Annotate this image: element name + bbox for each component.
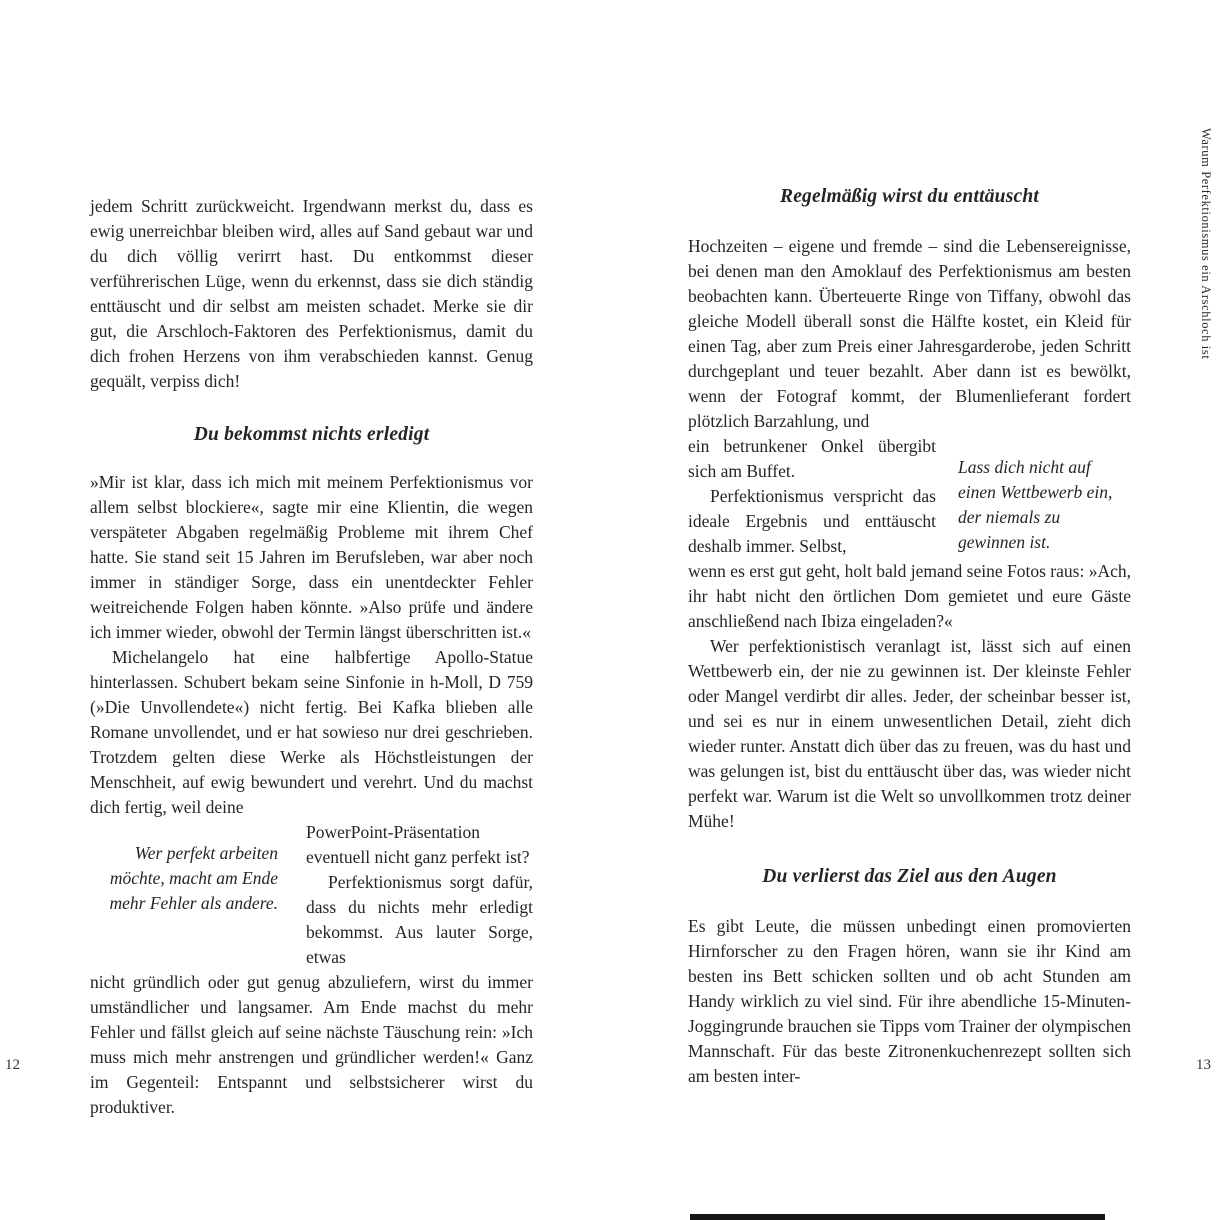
- page-number-right: 13: [1196, 1057, 1211, 1073]
- wrap-column: [688, 434, 936, 559]
- wrap-text-new-paragraph: Perfektionismus sorgt dafür, dass du nichts mehr erledigt bekommst. Aus lauter Sorge, etwas: [306, 872, 533, 967]
- paragraph-closing: nicht gründlich oder gut genug abzuliefern, wirst du immer umständlicher und langsamer. Am Ende machst du mehr Fehler und fällst gleich auf seine nächste Täuschung rein: »Ich muss mich mehr anstrengen und gründlicher werden!« Ganz im Gegenteil: Entspannt und selbstsicherer wirst du produktiver.: [90, 972, 533, 1117]
- paragraph-michelangelo: Michelangelo hat eine halbfertige Apollo-Statue hinterlassen. Schubert bekam seine Sinfonie in h-Moll, D 759 (»Die Unvollendete«) nicht fertig. Bei Kafka blieben alle Romane unvollendet, und er hat sowieso nur drei geschrieben. Trotzdem gelten diese Werke als Höchstleistungen der Menschheit, auf ewig bewundert und verehrt. Und du machst dich fertig, weil deine: [90, 647, 533, 817]
- section-heading-enttaeuscht: Regelmäßig wirst du enttäuscht: [780, 186, 1039, 207]
- paragraph-leute: Es gibt Leute, die müssen unbedingt einen promovierten Hirnforscher zu den Fragen hören, wann sie ihr Kind am besten ins Bett schicken sollten und ob acht Stunden am Handy wirklich zu viel sind. Für ihre abendliche 15-Minuten-Joggingrunde brauchen sie Tipps vom Trainer der olympischen Mannschaft. Für das beste Zitronenkuchenrezept sollten sich am besten inter-: [688, 916, 1131, 1086]
- wrap-text-continuation: ein betrunkener Onkel übergibt sich am Buffet.: [688, 436, 936, 481]
- pull-quote: Wer perfekt arbeiten möchte, macht am Ende mehr Fehler als andere.: [109, 843, 278, 913]
- pull-quote: Lass dich nicht auf einen Wettbewerb ein, der niemals zu gewinnen ist.: [958, 457, 1113, 552]
- section-heading-erledigt: Du bekommst nichts erledigt: [193, 424, 430, 445]
- wrap-text-new-paragraph: Perfektionismus verspricht das ideale Ergebnis und enttäuscht deshalb immer. Selbst,: [688, 486, 936, 556]
- pull-quote-row-right-page: [688, 434, 1131, 559]
- page-number-left: 12: [5, 1057, 20, 1073]
- page-left: [90, 194, 533, 1120]
- book-edge-shadow: [690, 1214, 1105, 1220]
- paragraph-continuation: jedem Schritt zurückweicht. Irgendwann merkst du, dass es ewig unerreichbar bleiben wird, alles auf Sand gebaut war und du dich völlig verirrt hast. Du entkommst dieser verführerischen Lüge, wenn du erkennst, dass sie dich ständig enttäuscht und dir selbst am meisten schadet. Merke sie dir gut, die Arschloch-Faktoren des Perfektionismus, damit du dich frohen Herzens von ihm verabschieden kannst. Genug gequält, verpiss dich!: [90, 196, 533, 391]
- page-right: [688, 186, 1131, 1089]
- paragraph-hochzeiten: Hochzeiten – eigene und fremde – sind die Lebensereignisse, bei denen man den Amoklauf des Perfektionismus am besten beobachten kann. Überteuerte Ringe von Tiffany, obwohl das gleiche Modell überall sonst die Hälfte kostet, ein Kleid für einen Tag, aber zum Preis einer Jahresgarderobe, jeden Schritt durchgeplant und teuer bezahlt. Aber dann ist es bewölkt, wenn der Fotograf kommt, der Blumenlieferant fordert plötzlich Barzahlung, und: [688, 236, 1131, 431]
- running-head: Warum Perfektionismus ein Arschloch ist: [1199, 128, 1213, 360]
- pull-quote-row-left-page: [90, 820, 533, 970]
- section-heading-ziel: Du verlierst das Ziel aus den Augen: [762, 866, 1057, 887]
- wrap-column: [306, 820, 533, 970]
- paragraph-klientin: »Mir ist klar, dass ich mich mit meinem Perfektionismus vor allem selbst blockiere«, sagte mir eine Klientin, die wegen verspäteter Abgaben regelmäßig Probleme mit ihrem Chef hatte. Sie stand seit 15 Jahren im Berufsleben, war aber noch immer in ständiger Sorge, dass ein unentdeckter Fehler weitreichende Folgen haben könnte. »Also prüfe und ändere ich immer wieder, obwohl der Termin längst überschritten ist.«: [90, 472, 533, 642]
- wrap-text-continuation: PowerPoint-Präsentation eventuell nicht ganz perfekt ist?: [306, 822, 530, 867]
- paragraph-fotos: wenn es erst gut geht, holt bald jemand seine Fotos raus: »Ach, ihr habt nicht den örtlichen Dom gemietet und eure Gäste anschließend nach Ibiza eingeladen?«: [688, 561, 1131, 631]
- paragraph-wettbewerb: Wer perfektionistisch veranlagt ist, lässt sich auf einen Wettbewerb ein, der nie zu gewinnen ist. Der kleinste Fehler oder Mangel verdirbt dir alles. Jeder, der scheinbar besser ist, und sei es nur in einem unwesentlichen Detail, zieht dich wieder runter. Anstatt dich über das zu freuen, was du hast und was gelungen ist, bist du enttäuscht über das, was wieder nicht perfekt war. Warum ist die Welt so unvollkommen trotz deiner Mühe!: [688, 636, 1131, 831]
